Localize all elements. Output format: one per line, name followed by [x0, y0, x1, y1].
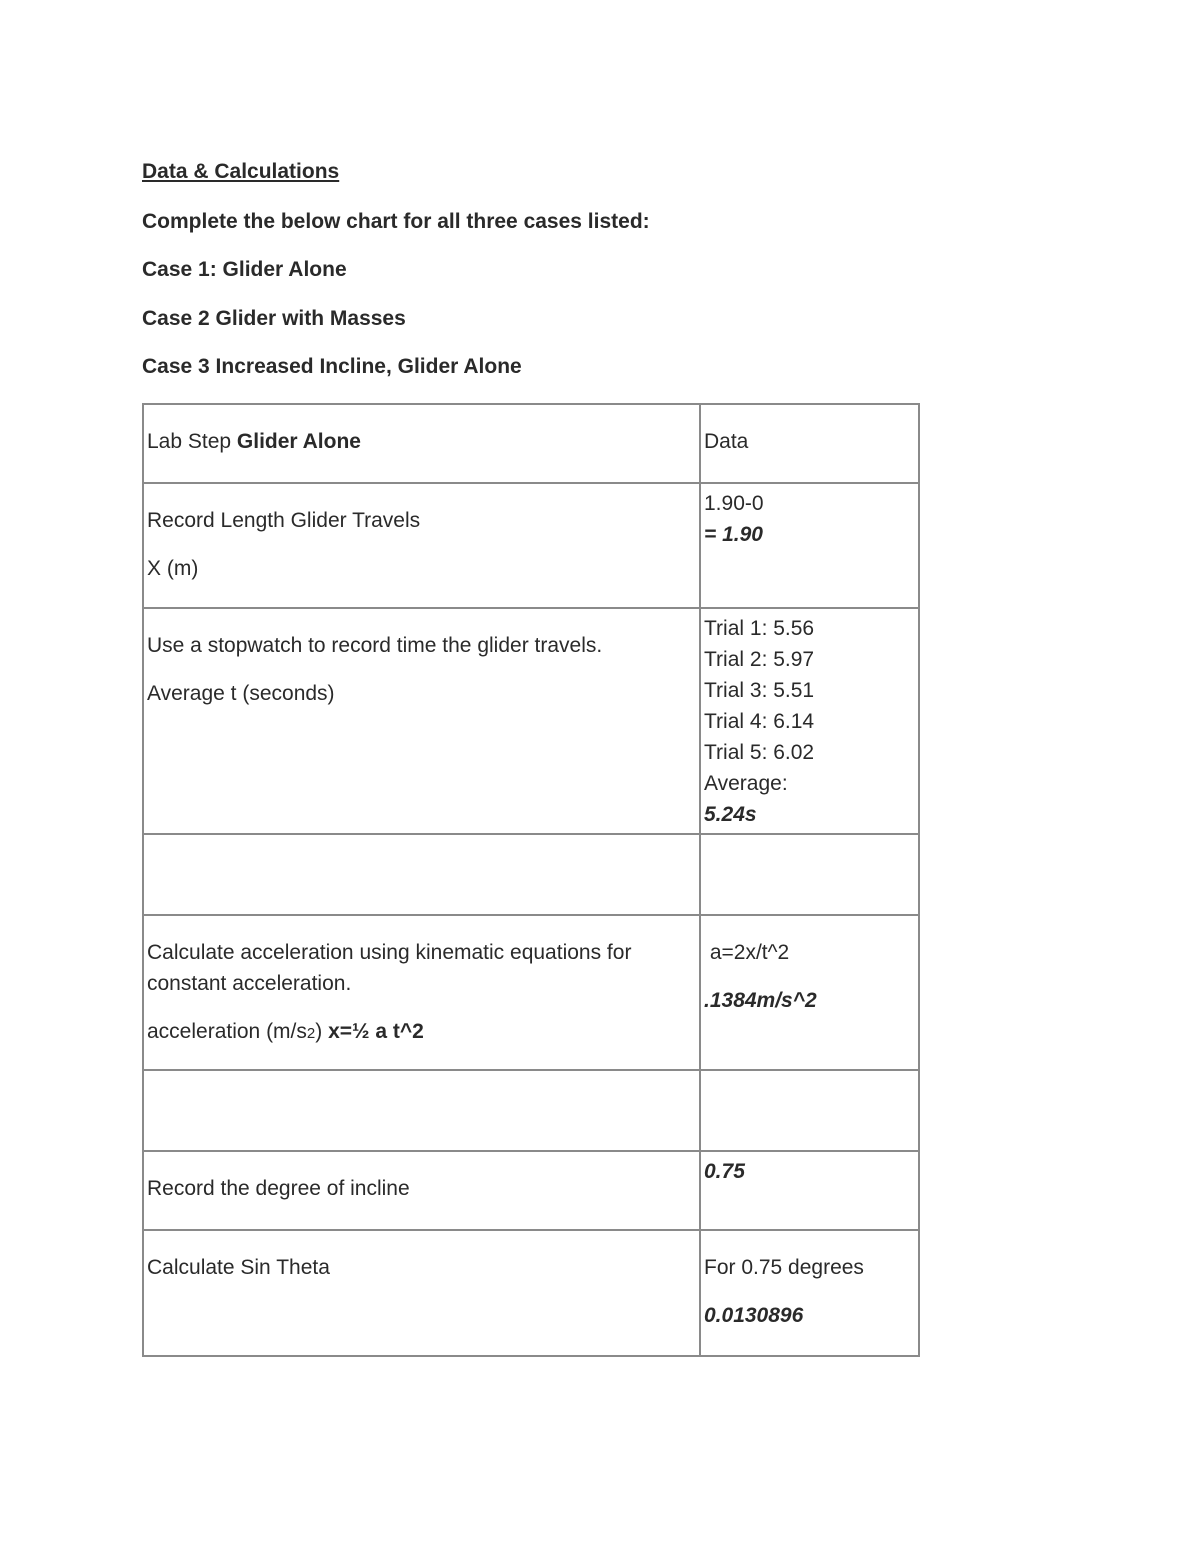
trial-value: Trial 3: 5.51 [704, 679, 815, 702]
table-row [143, 483, 919, 608]
table-row [143, 1151, 919, 1230]
table-row [143, 915, 919, 1070]
unit-label: Average t (seconds) [147, 682, 335, 705]
data-result: 0.75 [700, 1151, 919, 1230]
data-result: = 1.90 [704, 523, 763, 546]
data-table [142, 403, 920, 1357]
unit-label: acceleration (m/s [147, 1020, 307, 1043]
data-value: For 0.75 degrees [704, 1256, 864, 1279]
header-data: Data [700, 404, 919, 483]
case-1: Case 1: Glider Alone [142, 258, 347, 281]
step-label: Calculate Sin Theta [143, 1230, 700, 1356]
trial-value: Trial 2: 5.97 [704, 648, 815, 671]
formula: x=½ a t^2 [328, 1020, 424, 1043]
average-label: Average: [704, 772, 788, 795]
case-2: Case 2 Glider with Masses [142, 307, 406, 330]
instruction: Complete the below chart for all three cases listed: [142, 210, 650, 233]
section-title: Data & Calculations [142, 160, 340, 183]
table-row [143, 608, 919, 834]
header-label: Lab Step [147, 430, 237, 453]
table-row-empty [143, 834, 919, 915]
step-label: Use a stopwatch to record time the glider travels. [147, 634, 603, 657]
table-row [143, 404, 919, 483]
average-value: 5.24s [704, 803, 757, 826]
step-label: Calculate acceleration using kinematic equations for constant acceleration. [147, 941, 632, 995]
data-result: 0.0130896 [704, 1304, 804, 1327]
trial-value: Trial 1: 5.56 [704, 617, 815, 640]
data-value: 1.90-0 [704, 492, 764, 515]
trial-value: Trial 4: 6.14 [704, 710, 815, 733]
unit-suffix: ) [315, 1020, 329, 1043]
unit-label: X (m) [147, 557, 199, 580]
table-row [143, 1230, 919, 1356]
step-label: Record Length Glider Travels [147, 509, 421, 532]
step-label: Record the degree of incline [143, 1151, 700, 1230]
header-label-bold: Glider Alone [236, 430, 361, 453]
case-3: Case 3 Increased Incline, Glider Alone [142, 355, 522, 378]
unit-subscript: 2 [306, 1025, 316, 1042]
trial-value: Trial 5: 6.02 [704, 741, 815, 764]
data-result: .1384m/s^2 [704, 989, 817, 1012]
table-row-empty [143, 1070, 919, 1151]
equation: a=2x/t^2 [704, 941, 790, 964]
